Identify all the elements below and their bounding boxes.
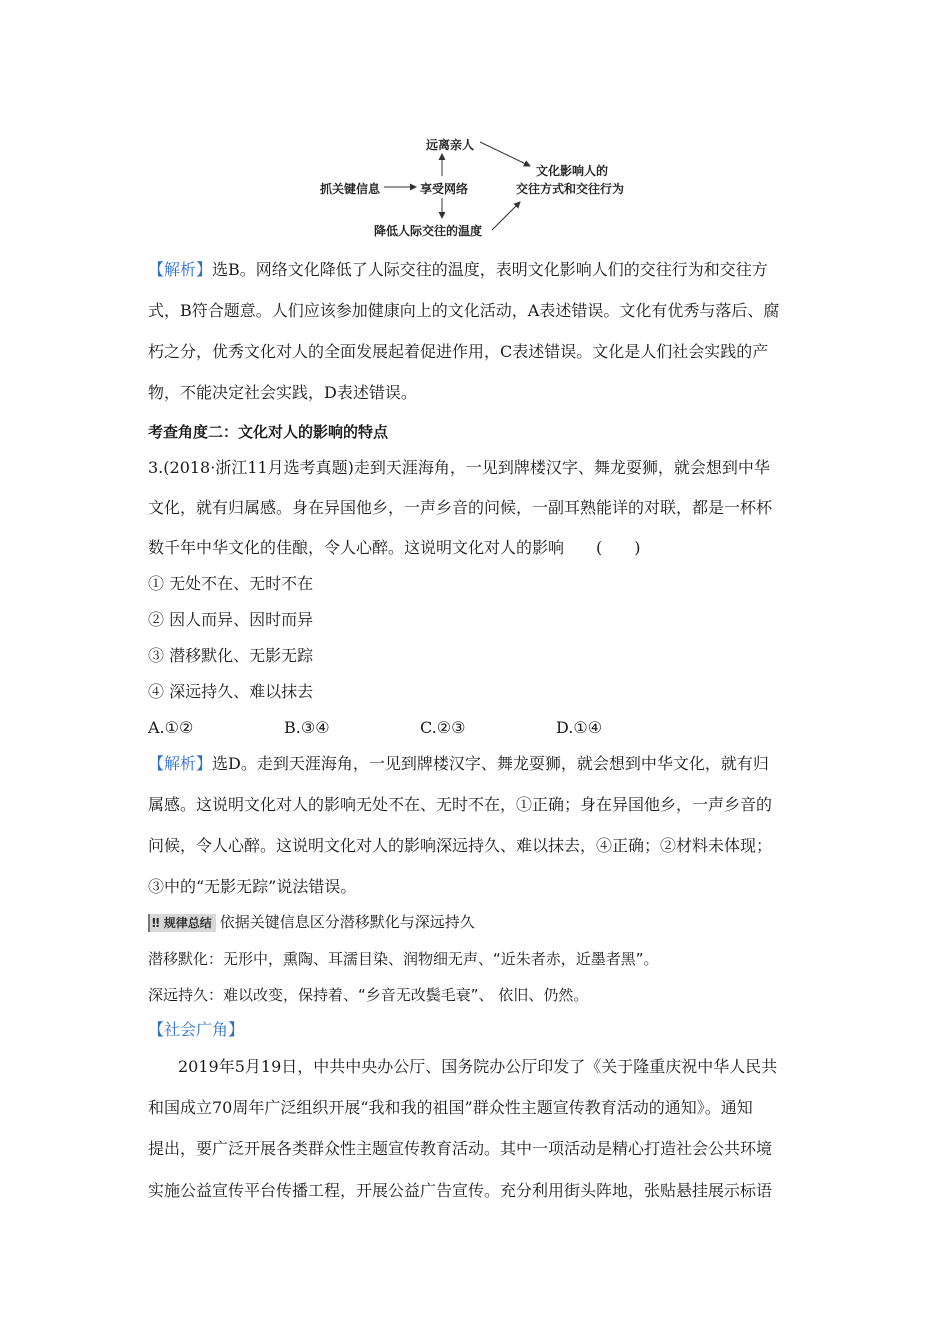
option-c: C.②③ [420,718,466,737]
option-d: D.①④ [556,718,603,737]
diagram-node-right-line2: 交往方式和交往行为 [516,182,625,196]
rule-summary-badge: ‼ 规律总结 [148,914,216,932]
rule-summary-line-1: 潜移默化：无形中，熏陶、耳濡目染、润物细无声、“近朱者赤，近墨者黑”。 [148,950,659,968]
analysis2-line-1: 【解析】选D。走到天涯海角，一见到牌楼汉字、舞龙耍狮，就会想到中华文化，就有归 [148,754,769,773]
option-a: A.①② [148,718,194,737]
arrow-top-to-right [480,142,530,166]
diagram-node-left: 抓关键信息 [320,182,381,196]
option-b: B.③④ [284,718,330,737]
analysis-tag: 【解析】 [148,260,213,279]
diagram-node-center: 享受网络 [420,182,469,196]
diagram-node-top: 远离亲人 [426,138,475,152]
exclamation-icon: ‼ [152,915,160,930]
social-line-4: 实施公益宣传平台传播工程，开展公益广告宣传。充分利用街头阵地，张贴悬挂展示标语 [148,1181,773,1200]
flow-diagram [320,126,650,244]
question-line-1: 3.(2018·浙江11月选考真题)走到天涯海角，一见到牌楼汉字、舞龙耍狮，就会想到中华 [148,458,770,477]
rule-summary-header [148,911,475,933]
social-line-3: 提出，要广泛开展各类群众性主题宣传教育活动。其中一项活动是精心打造社会公共环境 [148,1139,773,1158]
statement-1: ① 无处不在、无时不在 [148,574,314,593]
analysis1-line-2: 式，B符合题意。人们应该参加健康向上的文化活动，A表述错误。文化有优秀与落后、腐 [148,301,780,320]
social-line-1: 2019年5月19日，中共中央办公厅、国务院办公厅印发了《关于隆重庆祝中华人民共 [178,1057,778,1076]
statement-2: ② 因人而异、因时而异 [148,610,314,629]
social-tag: 【社会广角】 [148,1020,245,1039]
answer-options [148,717,692,739]
statement-4: ④ 深远持久、难以抹去 [148,682,314,701]
analysis-tag: 【解析】 [148,754,213,773]
social-line-2: 和国成立70周年广泛组织开展“我和我的祖国”群众性主题宣传教育活动的通知》。通知 [148,1098,753,1117]
analysis1-line-3: 朽之分，优秀文化对人的全面发展起着促进作用，C表述错误。文化是人们社会实践的产 [148,342,769,361]
diagram-node-bottom: 降低人际交往的温度 [374,224,483,238]
rule-summary-line-2: 深远持久：难以改变，保持着、“乡音无改鬓毛衰”、 依旧、仍然。 [148,986,589,1004]
analysis1-line-1: 【解析】选B。网络文化降低了人际交往的温度，表明文化影响人们的交往行为和交往方 [148,260,768,279]
arrow-bottom-to-right [492,202,520,230]
question-line-3: 数千年中华文化的佳酿，令人心醉。这说明文化对人的影响 ( ) [148,538,641,557]
analysis2-line-2: 属感。这说明文化对人的影响无处不在、无时不在，①正确；身在异国他乡，一声乡音的 [148,795,773,814]
rule-summary-title: 依据关键信息区分潜移默化与深远持久 [219,913,475,931]
analysis1-line-4: 物，不能决定社会实践，D表述错误。 [148,383,417,402]
analysis2-line-3: 问候，令人心醉。这说明文化对人的影响深远持久、难以抹去，④正确；②材料未体现； [148,836,773,855]
diagram-node-right-line1: 文化影响人的 [536,164,609,178]
analysis2-line-4: ③中的“无影无踪”说法错误。 [148,877,357,896]
question-line-2: 文化，就有归属感。身在异国他乡，一声乡音的问候，一副耳熟能详的对联，都是一杯杯 [148,498,773,517]
section-heading: 考查角度二：文化对人的影响的特点 [148,423,389,441]
statement-3: ③ 潜移默化、无影无踪 [148,646,314,665]
